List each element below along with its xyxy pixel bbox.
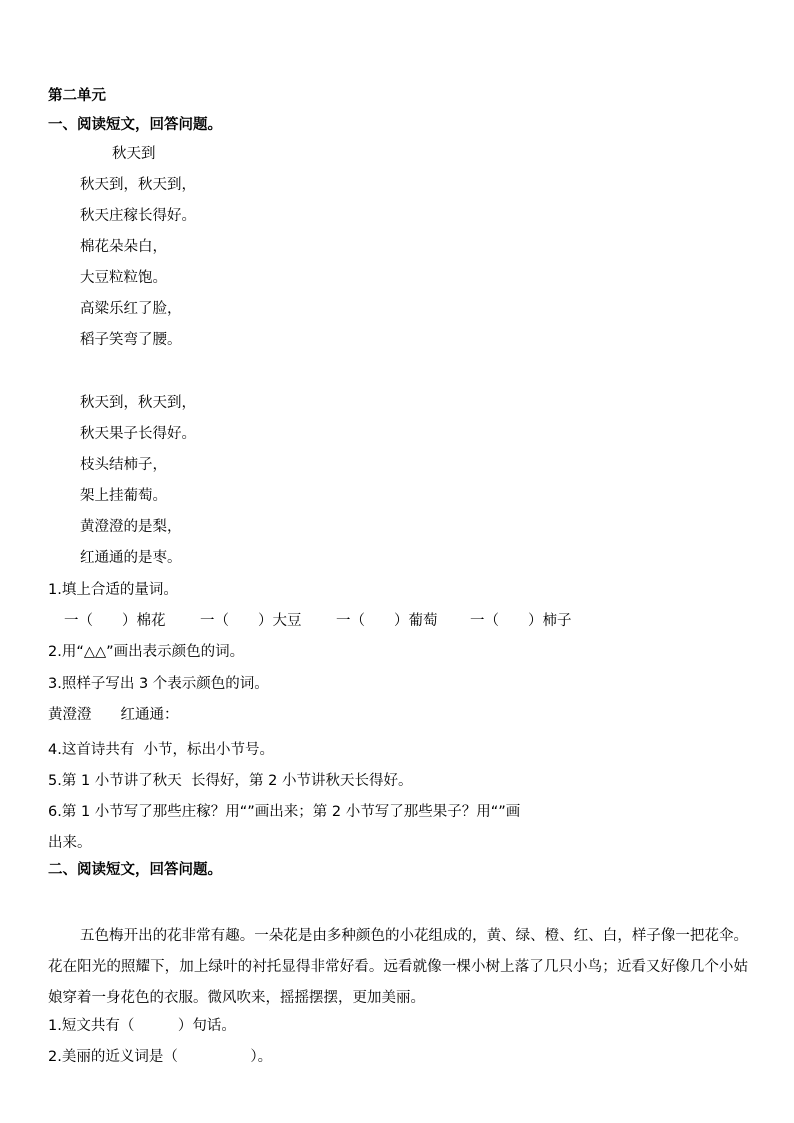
question-3-example: 黄澄澄 红通通： <box>48 707 179 723</box>
poem-line: 秋天果子长得好。 <box>80 426 196 442</box>
poem-line: 稻子笑弯了腰。 <box>80 332 182 348</box>
poem-line: 高粱乐红了脸， <box>80 301 182 317</box>
section1-heading: 一、阅读短文，回答问题。 <box>48 117 222 133</box>
poem-line: 大豆粒粒饱。 <box>80 270 167 286</box>
question-1: 1.填上合适的量词。 <box>48 582 178 598</box>
unit-title: 第二单元 <box>48 88 106 104</box>
poem-line: 棉花朵朵白， <box>80 239 167 255</box>
blank-soybean: 一（ ）大豆 <box>200 613 302 629</box>
section2-question-2: 2.美丽的近义词是（ ）。 <box>48 1049 273 1065</box>
poem-line: 黄澄澄的是梨， <box>80 519 182 535</box>
blank-cotton: 一（ ）棉花 <box>64 613 166 629</box>
section2-heading: 二、阅读短文，回答问题。 <box>48 862 222 878</box>
blank-grape: 一（ ）葡萄 <box>336 613 438 629</box>
reading-passage: 五色梅开出的花非常有趣。一朵花是由多种颜色的小花组成的，黄、绿、橙、红、白，样子像一把花伞。花在阳光的照耀下，加上绿叶的衬托显得非常好看。远看就像一棵小树上落了几只小鸟；近看又好像几个小姑娘穿着一身花色的衣服。微风吹来，摇摇摆摆，更加美丽。 <box>48 928 748 1006</box>
question-6-continued: 出来。 <box>48 835 92 851</box>
poem-title: 秋天到 <box>112 146 156 162</box>
question-2: 2.用“△△”画出表示颜色的词。 <box>48 644 245 660</box>
poem-line: 秋天庄稼长得好。 <box>80 208 196 224</box>
blank-persimmon: 一（ ）柿子 <box>470 613 572 629</box>
poem-line: 秋天到，秋天到， <box>80 395 196 411</box>
question-5: 5.第 1 小节讲了秋天 长得好，第 2 小节讲秋天长得好。 <box>48 773 413 789</box>
poem-line: 枝头结柿子， <box>80 457 167 473</box>
question-4: 4.这首诗共有 小节，标出小节号。 <box>48 742 275 758</box>
question-6: 6.第 1 小节写了那些庄稼？用“”画出来；第 2 小节写了那些果子？用“”画 <box>48 804 521 820</box>
question-3: 3.照样子写出 3 个表示颜色的词。 <box>48 676 269 692</box>
poem-line: 架上挂葡萄。 <box>80 488 167 504</box>
poem-line: 红通通的是枣。 <box>80 550 182 566</box>
poem-line: 秋天到，秋天到， <box>80 177 196 193</box>
section2-question-1: 1.短文共有（ ）句话。 <box>48 1018 236 1034</box>
